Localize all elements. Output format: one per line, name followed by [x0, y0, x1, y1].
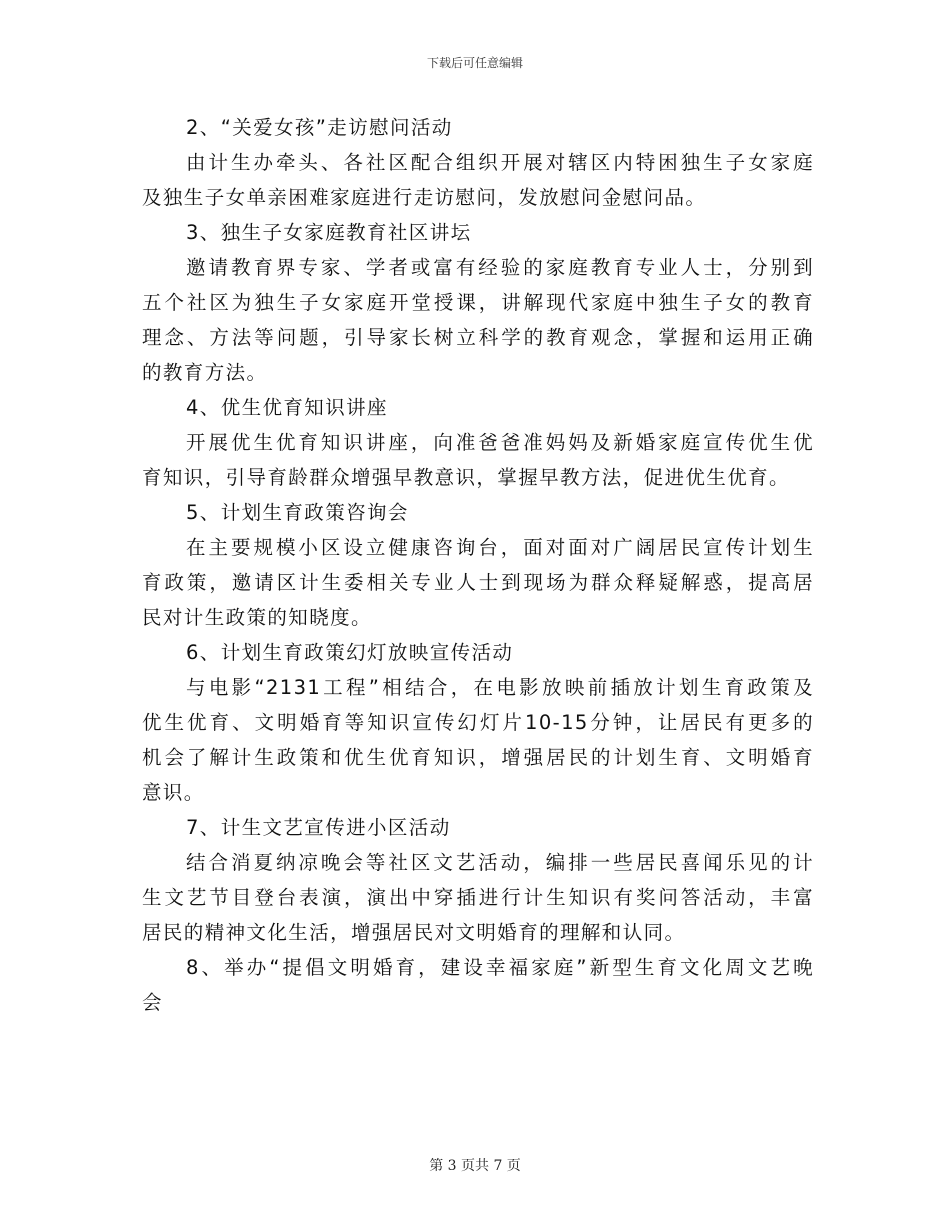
paragraph-line: 邀请教育界专家、学者或富有经验的家庭教育专业人士，分别到	[186, 256, 814, 279]
section-heading	[142, 495, 814, 530]
section-heading	[142, 635, 814, 670]
section-heading	[142, 950, 814, 1020]
heading-text: 5、计划生育政策咨询会	[186, 501, 409, 524]
section-paragraph	[142, 250, 814, 390]
heading-text: 8、举办“提倡文明婚育，建设幸福家庭”新型生育文化周文艺晚	[186, 956, 814, 979]
paragraph-line: 与电影“2131工程”相结合，在电影放映前插放计划生育政策及	[186, 676, 814, 699]
paragraph-line: 开展优生优育知识讲座，向准爸爸准妈妈及新婚家庭宣传优生优	[186, 431, 814, 454]
paragraph-line: 生文艺节目登台表演，演出中穿插进行计生知识有奖问答活动，丰富	[142, 886, 814, 909]
paragraph-line: 理念、方法等问题，引导家长树立科学的教育观念，掌握和运用正确	[142, 326, 814, 349]
paragraph-line: 育知识，引导育龄群众增强早教意识，掌握早教方法，促进优生优育。	[142, 466, 790, 489]
paragraph-line: 的教育方法。	[142, 361, 268, 384]
paragraph-line: 在主要规模小区设立健康咨询台，面对面对广阔居民宣传计划生	[186, 536, 814, 559]
paragraph-line: 居民的精神文化生活，增强居民对文明婚育的理解和认同。	[142, 921, 686, 944]
heading-text: 会	[142, 991, 163, 1014]
paragraph-line: 意识。	[142, 781, 205, 804]
heading-text: 3、独生子女家庭教育社区讲坛	[186, 221, 472, 244]
paragraph-line: 五个社区为独生子女家庭开堂授课，讲解现代家庭中独生子女的教育	[142, 291, 814, 314]
paragraph-line: 由计生办牵头、各社区配合组织开展对辖区内特困独生子女家庭	[186, 151, 814, 174]
document-body	[142, 110, 814, 1020]
paragraph-line: 育政策，邀请区计生委相关专业人士到现场为群众释疑解惑，提高居	[142, 571, 814, 594]
header-note: 下载后可任意编辑	[426, 56, 523, 70]
heading-text: 6、计划生育政策幻灯放映宣传活动	[186, 641, 514, 664]
heading-text: 2、“关爱女孩”走访慰问活动	[186, 116, 453, 139]
section-heading	[142, 810, 814, 845]
section-paragraph	[142, 845, 814, 950]
heading-text: 7、计生文艺宣传进小区活动	[186, 816, 451, 839]
heading-text: 4、优生优育知识讲座	[186, 396, 388, 419]
section-paragraph	[142, 530, 814, 635]
section-heading	[142, 110, 814, 145]
paragraph-line: 优生优育、文明婚育等知识宣传幻灯片10-15分钟，让居民有更多的	[142, 711, 814, 734]
section-paragraph	[142, 670, 814, 810]
section-paragraph	[142, 425, 814, 495]
paragraph-line: 机会了解计生政策和优生优育知识，增强居民的计划生育、文明婚育	[142, 746, 814, 769]
page-footer: 第 3 页共 7 页	[429, 1158, 521, 1174]
section-heading	[142, 215, 814, 250]
section-paragraph	[142, 145, 814, 215]
section-heading	[142, 390, 814, 425]
paragraph-line: 结合消夏纳凉晚会等社区文艺活动，编排一些居民喜闻乐见的计	[186, 851, 814, 874]
paragraph-line: 民对计生政策的知晓度。	[142, 606, 372, 629]
paragraph-line: 及独生子女单亲困难家庭进行走访慰问，发放慰问金慰问品。	[142, 186, 707, 209]
